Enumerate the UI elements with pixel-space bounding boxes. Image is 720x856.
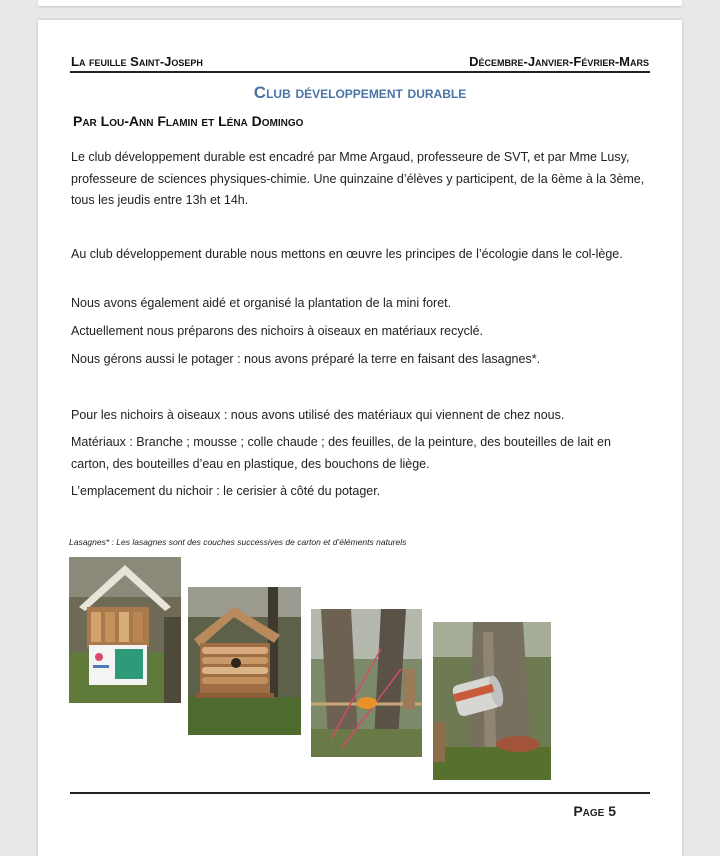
photo-birdhouse-sign	[69, 557, 181, 703]
footnote-lasagnes: Lasagnes* : Les lasagnes sont des couches successives de carton et d’éléments naturels	[69, 537, 407, 547]
footer-rule	[70, 792, 650, 794]
paragraph-location: L’emplacement du nichoir : le cerisier à côté du potager.	[71, 484, 381, 498]
paragraph-mini-forest: Nous avons également aidé et organisé la plantation de la mini foret.	[71, 296, 452, 310]
page-number: Page 5	[573, 803, 616, 819]
photo-log-birdhouse	[188, 587, 301, 735]
paragraph-materials-list: Matériaux : Branche ; mousse ; colle chaude ; des feuilles, de la peinture, des bouteilles de lait en carton, des bouteilles d’eau en plastique, des bouchons de liège.	[71, 435, 611, 471]
newsletter-page	[38, 20, 682, 856]
paragraph-ecology: Au club développement durable nous mettons en œuvre les principes de l’écologie dans le col-lège.	[71, 247, 623, 261]
issue-period: Décembre-Janvier-Février-Mars	[469, 54, 649, 69]
intro-paragraph: Le club développement durable est encadré par Mme Argaud, professeure de SVT, et par Mme Lusy, professeure de sciences physiques-chimie. Une quinzaine d’élèves y participent, de la 6ème à la 3ème, tous les jeudis entre 13h et 14h.	[71, 150, 645, 207]
header-rule	[70, 71, 650, 73]
paragraph-garden: Nous gérons aussi le potager : nous avons préparé la terre en faisant des lasagnes*.	[71, 352, 541, 366]
article-title: Club développement durable	[253, 83, 467, 102]
photo-bottle-feeder	[433, 622, 551, 780]
paragraph-birdhouses: Actuellement nous préparons des nichoirs à oiseaux en matériaux recyclé.	[71, 324, 484, 338]
newsletter-name: La feuille Saint-Joseph	[71, 54, 203, 69]
article-byline: Par Lou-Ann Flamin et Léna Domingo	[73, 113, 304, 129]
previous-page-edge	[38, 0, 682, 6]
paragraph-materials-origin: Pour les nichoirs à oiseaux : nous avons utilisé des matériaux qui viennent de chez nous.	[71, 408, 565, 422]
photo-tree-feeder	[311, 609, 422, 757]
